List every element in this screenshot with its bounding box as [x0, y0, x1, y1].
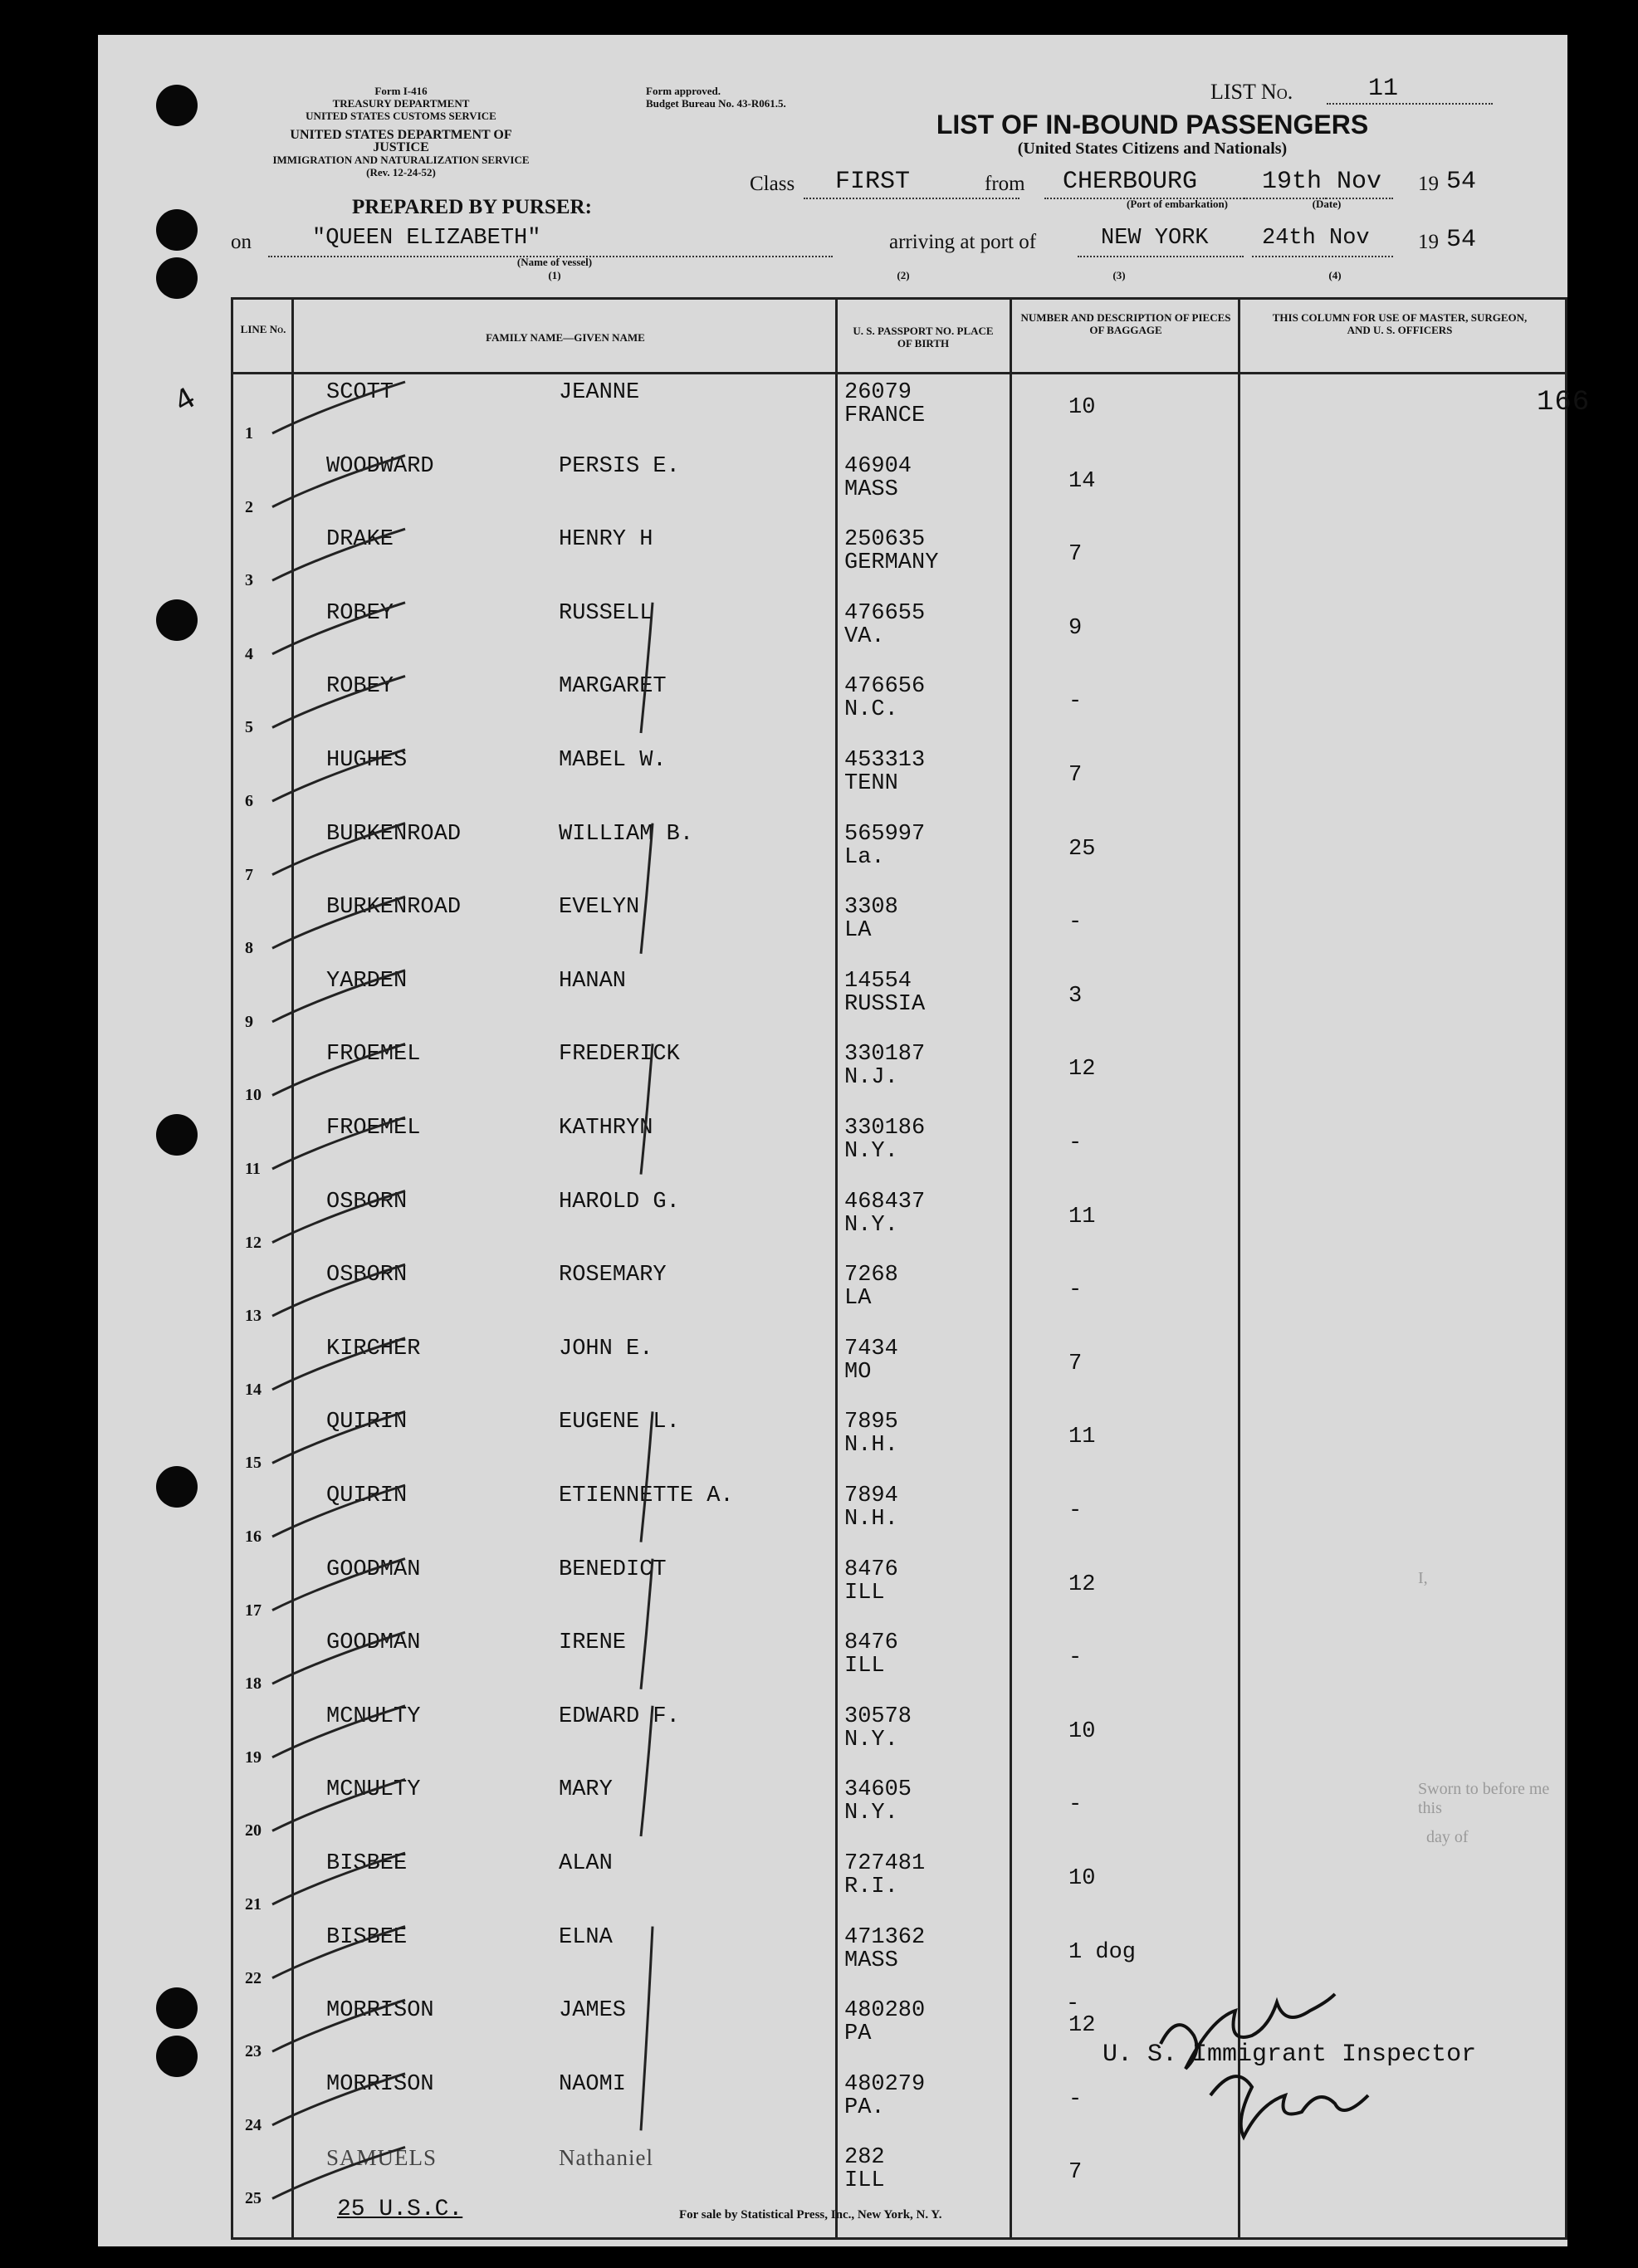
family-name: OSBORN [326, 1189, 408, 1215]
given-name: EDWARD F. [559, 1703, 680, 1729]
line-number: 23 [245, 2042, 262, 2061]
place-of-birth: N.Y. [844, 1727, 898, 1752]
passport-number: 565997 [844, 821, 926, 847]
family-name: BURKENROAD [326, 821, 462, 847]
column-header-line-no: LINE No. [240, 323, 286, 335]
arriving-label: arriving at port of [889, 231, 1037, 253]
family-name: GOODMAN [326, 1630, 421, 1656]
place-of-birth: VA. [844, 623, 885, 649]
baggage-count: 12 [1068, 1057, 1096, 1083]
binder-hole [156, 599, 198, 641]
given-name: ALAN [559, 1851, 613, 1876]
family-name: MCNULTY [326, 1703, 421, 1729]
family-name: BURKENROAD [326, 895, 462, 921]
year-prefix: 19 [1418, 173, 1439, 195]
footer-note: 25 U.S.C. [337, 2197, 463, 2222]
binder-hole [156, 209, 198, 251]
table-row [233, 1112, 1565, 1185]
line-number: 12 [245, 1233, 262, 1252]
family-name: QUIRIN [326, 1483, 408, 1508]
place-of-birth: R.I. [844, 1875, 898, 1899]
baggage-count: 9 [1068, 615, 1083, 641]
given-name: HANAN [559, 968, 627, 994]
passport-number: 480280 [844, 1998, 926, 2024]
family-name: YARDEN [326, 968, 408, 994]
revision-date: (Rev. 12-24-52) [366, 166, 436, 178]
passport-number: 282 [844, 2145, 885, 2171]
line-number: 21 [245, 1895, 262, 1914]
passport-number: 8476 [844, 1557, 898, 1582]
list-number-value: 11 [1368, 75, 1399, 103]
baggage-count: 10 [1068, 395, 1096, 420]
family-name: SCOTT [326, 380, 394, 405]
year-suffix: 54 [1446, 168, 1477, 196]
line-number: 15 [245, 1454, 262, 1473]
line-number: 16 [245, 1527, 262, 1546]
footer-printer: For sale by Statistical Press, Inc., New York, N. Y. [679, 2208, 942, 2222]
table-row [233, 1332, 1565, 1405]
table-row [233, 818, 1565, 891]
arrival-port: NEW YORK [1101, 226, 1209, 251]
passport-number: 7434 [844, 1336, 898, 1361]
form-agency-block [264, 85, 538, 178]
table-row [233, 2068, 1565, 2141]
margin-mark: 4 [168, 381, 203, 422]
line-number: 22 [245, 1968, 262, 1987]
table-row [233, 1259, 1565, 1332]
baggage-count: 7 [1068, 763, 1083, 788]
baggage-count: - [1068, 1645, 1083, 1671]
place-of-birth: N.J. [844, 1065, 898, 1091]
place-of-birth: LA [844, 1286, 872, 1312]
passport-number: 476656 [844, 674, 926, 700]
line-number: 5 [245, 718, 253, 737]
line-number: 24 [245, 2115, 262, 2134]
line-number: 9 [245, 1012, 253, 1031]
passport-number: 330187 [844, 1042, 926, 1068]
class-label: Class [750, 173, 795, 195]
approval-block [646, 85, 895, 110]
family-name: MORRISON [326, 2071, 434, 2097]
line-number: 20 [245, 1821, 262, 1840]
table-row [233, 1405, 1565, 1479]
place-of-birth: La. [844, 844, 885, 870]
baggage-count: - [1068, 910, 1083, 936]
given-name: EUGENE L. [559, 1410, 680, 1435]
passport-number: 250635 [844, 527, 926, 553]
departure-date: 19th Nov [1262, 168, 1382, 196]
place-of-birth: ILL [844, 1580, 885, 1606]
family-name: BISBEE [326, 1924, 408, 1950]
baggage-count: 1 dog [1068, 1939, 1137, 1965]
baggage-count: 12 [1068, 1571, 1096, 1597]
place-of-birth: N.Y. [844, 1139, 898, 1164]
line-number: 10 [245, 1086, 262, 1105]
class-line [804, 198, 1019, 199]
given-name: WILLIAM B. [559, 821, 694, 847]
given-name: MARGARET [559, 674, 667, 700]
given-name: HAROLD G. [559, 1189, 680, 1215]
column-header-passport: U. S. PASSPORT NO. PLACE OF BIRTH [853, 325, 994, 349]
place-of-birth: N.C. [844, 697, 898, 723]
arrival-date-line [1252, 256, 1393, 257]
col2-caption: (2) [897, 269, 910, 281]
baggage-extra-dash: - [1066, 1992, 1080, 2016]
col1-caption: (1) [548, 269, 561, 281]
binder-hole [156, 1987, 198, 2029]
given-name: JEANNE [559, 380, 640, 405]
baggage-count: 10 [1068, 1866, 1096, 1891]
line-number: 25 [245, 2189, 262, 2208]
given-name: ETIENNETTE A. [559, 1483, 734, 1508]
baggage-count: 12 [1068, 2013, 1096, 2039]
col4-caption: (4) [1328, 269, 1342, 281]
inspector-stamp: U. S. Immigrant Inspector [1103, 2041, 1477, 2069]
given-name: PERSIS E. [559, 453, 680, 479]
table-row [233, 376, 1565, 449]
family-name: MCNULTY [326, 1777, 421, 1803]
passport-number: 727481 [844, 1851, 926, 1876]
given-name: MARY [559, 1777, 613, 1803]
binder-hole [156, 2036, 198, 2077]
list-number-label: LIST No. [1210, 80, 1293, 104]
family-name: MORRISON [326, 1998, 434, 2024]
officer-note: 166 [1537, 387, 1591, 418]
place-of-birth: N.Y. [844, 1212, 898, 1238]
given-name: ELNA [559, 1924, 613, 1950]
baggage-count: 7 [1068, 2160, 1083, 2186]
baggage-count: 7 [1068, 1351, 1083, 1376]
passport-number: 480279 [844, 2071, 926, 2097]
line-number: 14 [245, 1380, 262, 1399]
agency-line: IMMIGRATION AND NATURALIZATION SERVICE [272, 154, 530, 166]
table-header [233, 300, 1565, 374]
passport-number: 330186 [844, 1116, 926, 1141]
bleed-through-text: I, [1418, 1569, 1428, 1587]
line-number: 8 [245, 939, 253, 958]
binder-hole [156, 257, 198, 299]
table-row [233, 1479, 1565, 1552]
table-row [233, 891, 1565, 964]
from-label: from [985, 173, 1025, 195]
family-name: DRAKE [326, 527, 394, 553]
passenger-table [231, 297, 1591, 2240]
table-row [233, 1553, 1565, 1626]
baggage-count: 11 [1068, 1425, 1096, 1450]
place-of-birth: N.Y. [844, 1801, 898, 1826]
binder-hole [156, 1466, 198, 1508]
family-name: ROBEY [326, 674, 394, 700]
family-name: HUGHES [326, 748, 408, 773]
table-row [233, 523, 1565, 596]
family-name: ROBEY [326, 600, 394, 626]
approval-line: Budget Bureau No. 43-R061.5. [646, 97, 786, 110]
line-number: 1 [245, 424, 253, 442]
passport-number: 3308 [844, 895, 898, 921]
place-of-birth: MO [844, 1359, 872, 1385]
document-title: LIST OF IN-BOUND PASSENGERS [936, 110, 1369, 139]
baggage-count: 25 [1068, 836, 1096, 862]
passport-number: 7894 [844, 1483, 898, 1508]
passport-number: 453313 [844, 748, 926, 773]
baggage-count: - [1068, 2086, 1083, 2112]
given-name: BENEDICT [559, 1557, 667, 1582]
place-of-birth: LA [844, 918, 872, 944]
prepared-by-label: PREPARED BY PURSER: [352, 196, 592, 218]
place-of-birth: PA [844, 2021, 872, 2047]
place-of-birth: GERMANY [844, 550, 939, 576]
baggage-count: 10 [1068, 1718, 1096, 1744]
line-number: 13 [245, 1307, 262, 1326]
line-number: 18 [245, 1674, 262, 1694]
passport-number: 46904 [844, 453, 912, 479]
given-name: KATHRYN [559, 1116, 653, 1141]
document-subtitle: (United States Citizens and Nationals) [1017, 139, 1288, 158]
passport-number: 8476 [844, 1630, 898, 1656]
baggage-count: 7 [1068, 542, 1083, 568]
passport-number: 30578 [844, 1703, 912, 1729]
family-name: SAMUELS [326, 2145, 438, 2171]
binder-hole [156, 85, 198, 126]
line-number: 19 [245, 1747, 262, 1767]
family-name: BISBEE [326, 1851, 408, 1876]
year-suffix: 54 [1446, 226, 1477, 254]
column-header-name: FAMILY NAME—GIVEN NAME [486, 331, 645, 344]
given-name: MABEL W. [559, 748, 667, 773]
family-name: FROEMEL [326, 1042, 421, 1068]
place-of-birth: ILL [844, 1654, 885, 1679]
passport-number: 476655 [844, 600, 926, 626]
passport-number: 7268 [844, 1263, 898, 1288]
place-of-birth: N.H. [844, 1507, 898, 1532]
passport-number: 34605 [844, 1777, 912, 1803]
column-header-officers: THIS COLUMN FOR USE OF MASTER, SURGEON, AND U. S. OFFICERS [1272, 311, 1528, 336]
table-row [233, 1921, 1565, 1994]
baggage-count: - [1068, 1792, 1083, 1818]
given-name: JOHN E. [559, 1336, 653, 1361]
given-name: HENRY H [559, 527, 653, 553]
table-row [233, 1185, 1565, 1259]
embarkation-port: CHERBOURG [1063, 168, 1198, 196]
passport-number: 26079 [844, 380, 912, 405]
place-of-birth: FRANCE [844, 403, 926, 428]
given-name: IRENE [559, 1630, 627, 1656]
given-name: FREDERICK [559, 1042, 680, 1068]
bleed-through-text: Sworn to before me this [1418, 1780, 1550, 1817]
vessel-name: "QUEEN ELIZABETH" [312, 226, 541, 251]
binder-hole [156, 1114, 198, 1156]
table-row [233, 450, 1565, 523]
place-of-birth: MASS [844, 477, 898, 502]
arrival-port-line [1078, 256, 1244, 257]
approval-line: Form approved. [646, 85, 721, 97]
year-prefix: 19 [1418, 231, 1439, 253]
table-row [233, 1847, 1565, 1920]
family-name: GOODMAN [326, 1557, 421, 1582]
passport-number: 7895 [844, 1410, 898, 1435]
baggage-count: - [1068, 1278, 1083, 1303]
class-value: FIRST [835, 168, 911, 196]
given-name: ROSEMARY [559, 1263, 667, 1288]
baggage-count: - [1068, 1131, 1083, 1156]
place-of-birth: MASS [844, 1948, 898, 1973]
given-name: RUSSELL [559, 600, 653, 626]
table-row [233, 1700, 1565, 1773]
line-number: 3 [245, 571, 253, 590]
line-number: 17 [245, 1601, 262, 1620]
column-header-baggage: NUMBER AND DESCRIPTION OF PIECES OF BAGGAGE [1020, 311, 1231, 336]
port-caption: (Port of embarkation) [1126, 198, 1229, 210]
table-row [233, 1038, 1565, 1111]
given-name: Nathaniel [559, 2145, 653, 2171]
agency-line: UNITED STATES DEPARTMENT OF JUSTICE [290, 128, 512, 154]
line-number: 4 [245, 644, 253, 663]
family-name: KIRCHER [326, 1336, 421, 1361]
passport-number: 14554 [844, 968, 912, 994]
line-number: 11 [245, 1160, 261, 1178]
table-row [233, 670, 1565, 743]
place-of-birth: PA. [844, 2094, 885, 2120]
baggage-count: - [1068, 689, 1083, 715]
agency-line: TREASURY DEPARTMENT [332, 97, 470, 110]
line-number: 7 [245, 865, 253, 884]
line-number: 2 [245, 497, 253, 516]
vessel-caption: (Name of vessel) [516, 256, 593, 268]
arrival-date: 24th Nov [1262, 226, 1370, 251]
table-row [233, 597, 1565, 670]
date-caption: (Date) [1312, 198, 1342, 210]
given-name: JAMES [559, 1998, 627, 2024]
manifest-page [98, 35, 1591, 2246]
place-of-birth: ILL [844, 2168, 885, 2194]
baggage-count: - [1068, 1498, 1083, 1523]
place-of-birth: N.H. [844, 1433, 898, 1459]
col3-caption: (3) [1112, 269, 1126, 281]
table-row [233, 965, 1565, 1038]
on-label: on [231, 231, 252, 253]
family-name: QUIRIN [326, 1410, 408, 1435]
baggage-count: 3 [1068, 983, 1083, 1009]
family-name: WOODWARD [326, 453, 434, 479]
table-row [233, 1626, 1565, 1699]
baggage-count: 11 [1068, 1204, 1096, 1229]
passport-number: 471362 [844, 1924, 926, 1950]
family-name: OSBORN [326, 1263, 408, 1288]
table-row [233, 1773, 1565, 1846]
given-name: NAOMI [559, 2071, 627, 2097]
agency-line: UNITED STATES CUSTOMS SERVICE [306, 110, 496, 122]
line-number: 6 [245, 792, 253, 810]
bleed-through-text: day of [1426, 1828, 1469, 1846]
place-of-birth: TENN [844, 771, 898, 796]
place-of-birth: RUSSIA [844, 991, 926, 1017]
given-name: EVELYN [559, 895, 640, 921]
passport-number: 468437 [844, 1189, 926, 1215]
baggage-count: 14 [1068, 468, 1096, 494]
table-row [233, 744, 1565, 817]
form-number: Form I-416 [374, 85, 428, 97]
family-name: FROEMEL [326, 1116, 421, 1141]
list-number-line [1327, 103, 1493, 105]
